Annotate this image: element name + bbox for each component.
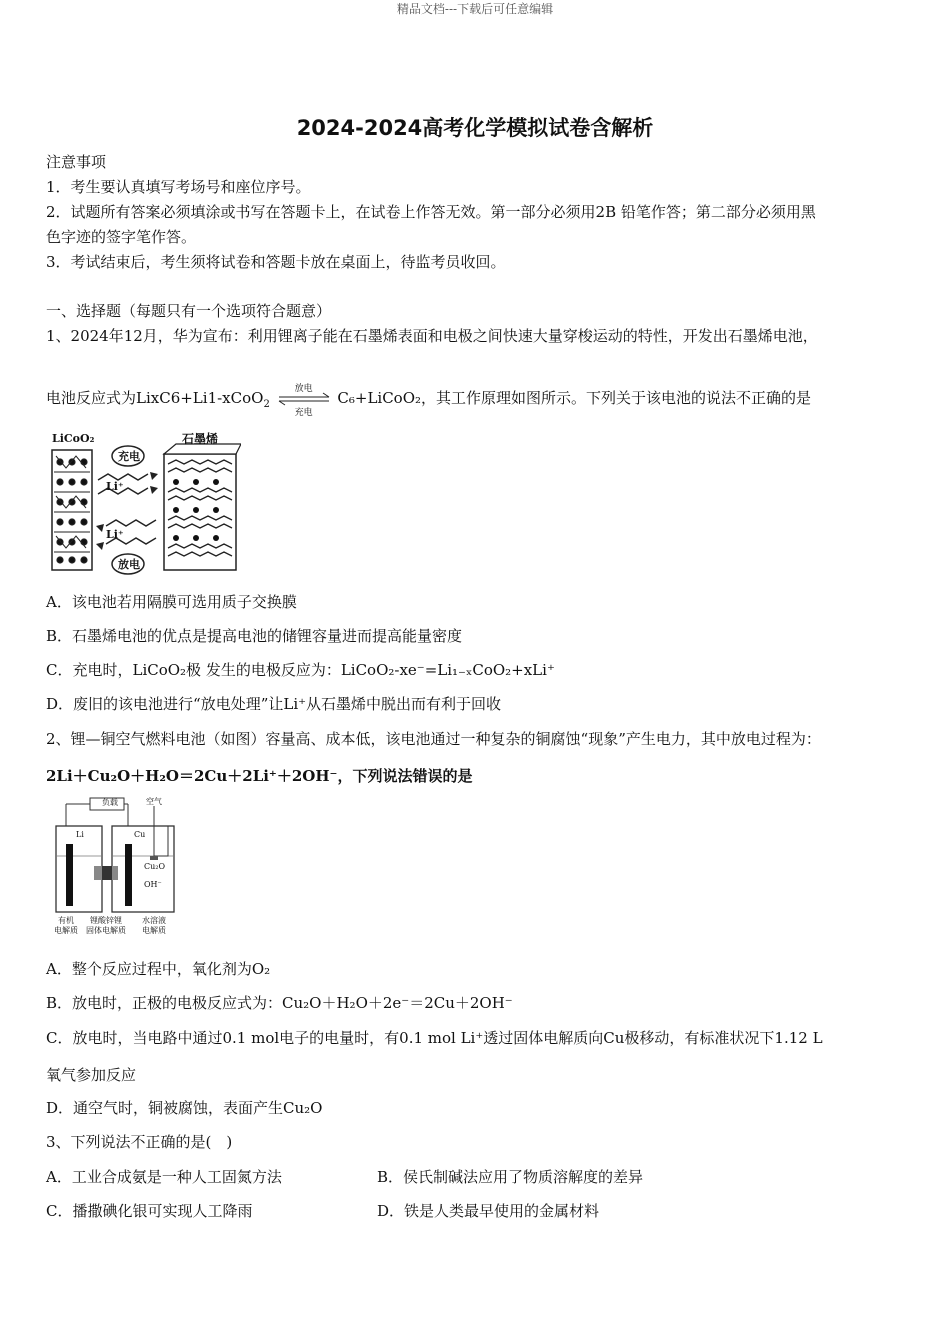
q1-stem-line1: 1、2024年12月，华为宣布：利用锂离子能在石墨烯表面和电极之间快速大量穿梭运动的特性，开发出石墨烯电池，: [46, 327, 818, 345]
q1-stem-sub: 2: [263, 399, 270, 410]
q2-option-b: B．放电时，正极的电极反应式为：Cu₂O＋H₂O＋2e⁻＝2Cu＋2OH⁻: [46, 994, 513, 1012]
fig2-label-air: 空气: [146, 797, 162, 806]
fig1-label-graphene: 石墨烯: [182, 432, 219, 446]
fig2-label-cu2o: Cu₂O: [144, 862, 166, 871]
q1-option-d: D．废旧的该电池进行“放电处理”让Li⁺从石墨烯中脱出而有利于回收: [46, 695, 502, 713]
notes-heading: 注意事项: [46, 153, 107, 171]
fig2-caption-aqueous: 水溶液 电解质: [142, 916, 166, 935]
q2-option-a: A．整个反应过程中，氧化剂为O₂: [46, 960, 271, 978]
q3-option-d: D．铁是人类最早使用的金属材料: [377, 1202, 600, 1220]
arrow-label-top: 放电: [294, 384, 313, 394]
q2-stem-line1: 2、锂—铜空气燃料电池（如图）容量高、成本低，该电池通过一种复杂的铜腐蚀“现象”产生电力，其中放电过程为：: [46, 730, 821, 748]
q2-figure: [46, 796, 181, 941]
q2-option-c: C．放电时，当电路中通过0.1 mol电子的电量时，有0.1 mol Li⁺透过固体电解质向Cu极移动，有标准状况下1.12 L: [46, 1029, 823, 1047]
q1-option-a: A．该电池若用隔膜可选用质子交换膜: [46, 593, 297, 611]
q3-stem: 3、下列说法不正确的是( ): [46, 1133, 233, 1151]
reversible-arrow: [275, 384, 333, 418]
fig1-label-discharge: 放电: [118, 558, 140, 571]
fig2-caption-solid: 锂酸锌锂 固体电解质: [86, 916, 126, 935]
fig2-label-oh: OH⁻: [144, 880, 162, 889]
q2-option-c-cont: 氧气参加反应: [46, 1066, 137, 1084]
battery-diagram: [46, 432, 241, 577]
notes-item-2: 2．试题所有答案必须填涂或书写在答题卡上，在试卷上作答无效。第一部分必须用2B 铅笔作答；第二部分必须用黑: [46, 203, 816, 221]
q3-option-c: C．播撒碘化银可实现人工降雨: [46, 1202, 253, 1220]
fig2-label-cu: Cu: [134, 830, 146, 839]
q1-stem-line2: [46, 384, 812, 418]
fig1-label-licoo2: LiCoO₂: [52, 432, 95, 445]
page-header: 精品文档---下载后可任意编辑: [396, 2, 554, 16]
fig1-label-ion2: Li⁺: [106, 528, 124, 541]
section-heading: 一、选择题（每题只有一个选项符合题意）: [46, 302, 332, 320]
q1-figure: [46, 432, 241, 577]
fig2-label-li: Li: [76, 830, 84, 839]
q1-option-c: C．充电时，LiCoO₂极 发生的电极反应为：LiCoO₂-xe⁻=Li₁₋ₓCoO₂+xLi⁺: [46, 661, 555, 679]
fig2-label-load: 负载: [102, 798, 118, 807]
arrow-label-bottom: 充电: [294, 408, 313, 418]
q1-stem-prefix: 电池反应式为LixC6+Li1-xCoO: [46, 389, 264, 407]
notes-item-1: 1．考生要认真填写考场号和座位序号。: [46, 178, 311, 196]
q3-option-a: A．工业合成氨是一种人工固氮方法: [46, 1168, 282, 1186]
q1-option-b: B．石墨烯电池的优点是提高电池的储锂容量进而提高能量密度: [46, 627, 463, 645]
page-title: 2024-2024高考化学模拟试卷含解析: [296, 116, 654, 140]
fig2-caption-organic: 有机 电解质: [54, 916, 78, 935]
fig1-label-ion1: Li⁺: [106, 480, 124, 493]
q2-stem-line2: 2Li＋Cu₂O＋H₂O＝2Cu＋2Li⁺＋2OH⁻，下列说法错误的是: [46, 767, 473, 785]
fig1-label-charge: 充电: [118, 450, 140, 463]
notes-item-3: 3．考试结束后，考生须将试卷和答题卡放在桌面上，待监考员收回。: [46, 253, 506, 271]
q1-stem-suffix: C₆+LiCoO₂，其工作原理如图所示。下列关于该电池的说法不正确的是: [337, 389, 812, 407]
q2-option-d: D．通空气时，铜被腐蚀，表面产生Cu₂O: [46, 1099, 323, 1117]
q3-option-b: B．侯氏制碱法应用了物质溶解度的差异: [377, 1168, 644, 1186]
notes-item-2-cont: 色字迹的签字笔作答。: [46, 228, 197, 246]
